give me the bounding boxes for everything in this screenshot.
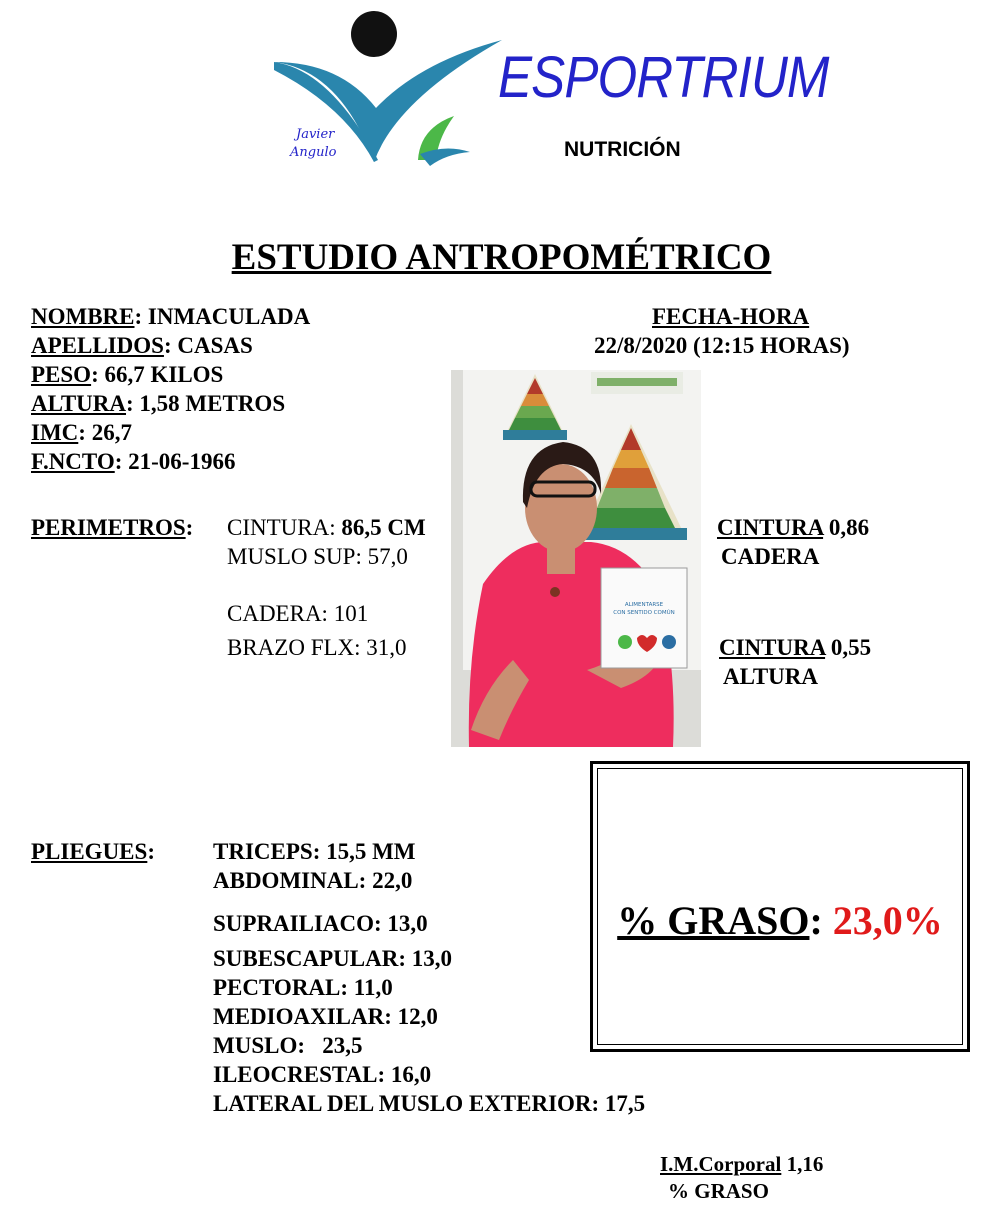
cintura-value: 86,5 CM: [341, 515, 426, 540]
imc-ratio: [660, 1151, 823, 1177]
pliegue-medioaxilar: MEDIOAXILAR: 12,0: [213, 1004, 438, 1029]
svg-text:CON SENTIDO COMÚN: CON SENTIDO COMÚN: [613, 610, 675, 616]
fat-percentage-colon: :: [809, 898, 833, 943]
result-box: [590, 761, 970, 1052]
nombre-label: NOMBRE: [31, 304, 135, 329]
cintura-row: [227, 514, 426, 542]
muslo-sup: MUSLO SUP: 57,0: [227, 544, 408, 569]
imc-ratio-value: 1,16: [781, 1152, 824, 1176]
cintura-cadera-ratio: [717, 514, 869, 542]
perimetros-label: PERIMETROS: [31, 515, 186, 540]
pliegue-triceps: TRICEPS: 15,5 MM: [213, 839, 416, 864]
fat-percentage-value: 23,0%: [832, 898, 943, 943]
apellidos-row: [31, 332, 253, 360]
fat-percentage-result: [593, 897, 967, 944]
nombre-row: [31, 303, 310, 331]
cintura-altura-bottom: ALTURA: [723, 664, 819, 689]
logo-head-circle: [351, 11, 397, 57]
peso-row: [31, 361, 223, 389]
pliegue-suprailiaco: SUPRAILIACO: 13,0: [213, 911, 428, 936]
cintura-altura-value: 0,55: [825, 635, 872, 660]
altura-value: : 1,58 METROS: [126, 391, 286, 416]
apellidos-value: : CASAS: [163, 333, 253, 358]
fecha-label: FECHA-HORA: [652, 304, 810, 329]
cintura-cadera-bottom: CADERA: [721, 544, 820, 569]
pliegue-ileocrestal: ILEOCRESTAL: 16,0: [213, 1062, 432, 1087]
held-book: [601, 568, 687, 668]
pliegue-pectoral: PECTORAL: 11,0: [213, 975, 393, 1000]
pliegues-colon: :: [147, 839, 155, 864]
brazo-flx: BRAZO FLX: 31,0: [227, 635, 407, 660]
pliegues-label: PLIEGUES: [31, 839, 148, 864]
altura-row: [31, 390, 285, 418]
brand-subtitle: NUTRICIÓN: [564, 138, 681, 161]
perimetros-row: [31, 514, 193, 542]
document-title: ESTUDIO ANTROPOMÉTRICO: [231, 237, 772, 278]
logo-signature-last: Angulo: [290, 145, 337, 160]
imc-ratio-bottom: % GRASO: [668, 1179, 769, 1203]
fncto-value: : 21-06-1966: [114, 449, 236, 474]
logo-signature-first: Javier: [296, 127, 335, 142]
apellidos-label: APELLIDOS: [31, 333, 164, 358]
perimetros-colon: :: [185, 515, 194, 540]
cintura-altura-top: CINTURA: [719, 635, 826, 660]
pliegues-row: [31, 838, 155, 866]
pliegue-abdominal: ABDOMINAL: 22,0: [213, 868, 413, 893]
pliegue-lateral-muslo: LATERAL DEL MUSLO EXTERIOR: 17,5: [213, 1091, 646, 1116]
nombre-value: : INMACULADA: [134, 304, 311, 329]
peso-label: PESO: [31, 362, 92, 387]
imc-value: : 26,7: [78, 420, 132, 445]
imc-ratio-label: I.M.Corporal: [660, 1152, 782, 1176]
fncto-row: [31, 448, 235, 476]
cintura-label: CINTURA:: [227, 515, 342, 540]
cintura-altura-ratio: [719, 634, 871, 662]
imc-row: [31, 419, 132, 447]
logo-body: [274, 40, 502, 162]
pliegue-subescapular: SUBESCAPULAR: 13,0: [213, 946, 452, 971]
peso-value: : 66,7 KILOS: [91, 362, 224, 387]
patient-photo: [451, 370, 701, 747]
brand-name: ESPORTRIUM: [498, 45, 829, 110]
esportrium-logo: [270, 10, 520, 170]
fncto-label: F.NCTO: [31, 449, 115, 474]
altura-label: ALTURA: [31, 391, 127, 416]
imc-label: IMC: [31, 420, 79, 445]
book-title: ALIMENTARSE: [624, 602, 664, 608]
cadera: CADERA: 101: [227, 601, 369, 626]
cintura-cadera-top: CINTURA: [717, 515, 824, 540]
fat-percentage-label: % GRASO: [617, 898, 810, 943]
fecha-value: 22/8/2020 (12:15 HORAS): [594, 333, 850, 358]
pliegue-muslo: MUSLO: 23,5: [213, 1033, 363, 1058]
cintura-cadera-value: 0,86: [823, 515, 870, 540]
